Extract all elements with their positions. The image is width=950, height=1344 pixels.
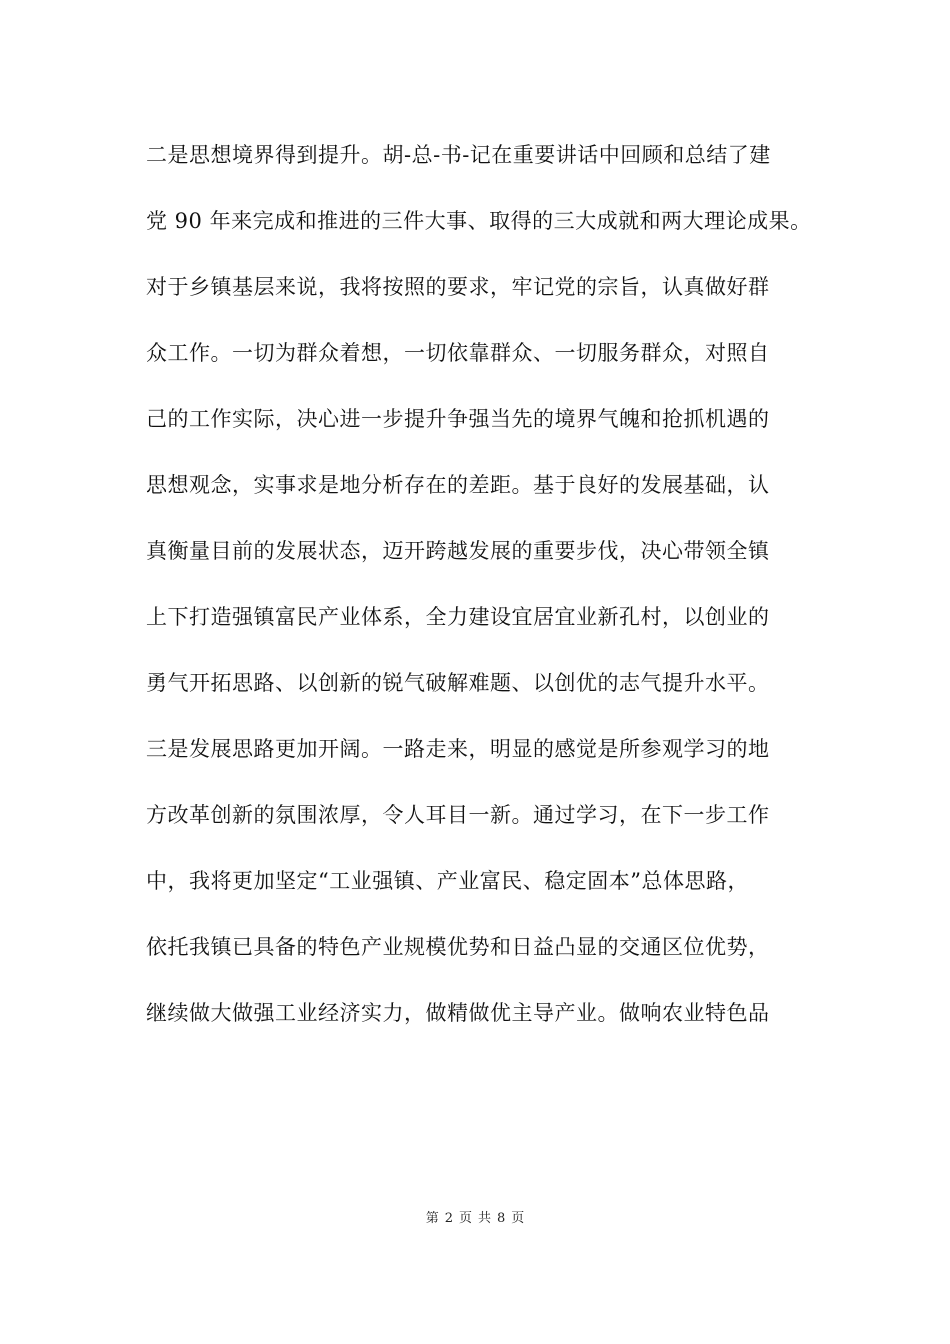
text-line: 三是发展思路更加开阔。一路走来，明显的感觉是所参观学习的地 xyxy=(146,737,770,761)
body-text xyxy=(146,130,846,1054)
footer-total-prefix: 共 xyxy=(478,1211,492,1226)
footer-page-word: 页 xyxy=(458,1211,472,1226)
text-line: 依托我镇已具备的特色产业规模优势和日益凸显的交通区位优势， xyxy=(146,935,770,959)
text-line: 真衡量目前的发展状态，迈开跨越发展的重要步伐，决心带领全镇 xyxy=(146,539,770,563)
text-line: 上下打造强镇富民产业体系，全力建设宜居宜业新孔村，以创业的 xyxy=(146,605,770,629)
text-line: 思想观念，实事求是地分析存在的差距。基于良好的发展基础，认 xyxy=(146,473,770,497)
total-page-number: 8 xyxy=(497,1211,506,1226)
text-line: 众工作。一切为群众着想，一切依靠群众、一切服务群众，对照自 xyxy=(146,341,770,365)
footer-prefix: 第 xyxy=(425,1211,439,1226)
text-line: 方改革创新的氛围浓厚，令人耳目一新。通过学习，在下一步工作 xyxy=(146,803,770,827)
text-line: 己的工作实际，决心进一步提升争强当先的境界气魄和抢抓机遇的 xyxy=(146,407,770,431)
current-page-number: 2 xyxy=(444,1211,453,1226)
footer-suffix: 页 xyxy=(511,1211,525,1226)
text-line: 勇气开拓思路、以创新的锐气破解难题、以创优的志气提升水平。 xyxy=(146,671,770,695)
text-line: 党 90 年来完成和推进的三件大事、取得的三大成就和两大理论成果。 xyxy=(146,209,812,233)
text-line: 继续做大做强工业经济实力，做精做优主导产业。做响农业特色品 xyxy=(146,1001,770,1025)
text-line: 中，我将更加坚定“工业强镇、产业富民、稳定固本”总体思路， xyxy=(146,869,749,893)
page-footer xyxy=(0,1207,950,1226)
text-line: 二是思想境界得到提升。胡-总-书-记在重要讲话中回顾和总结了建 xyxy=(146,143,771,167)
text-line: 对于乡镇基层来说，我将按照的要求，牢记党的宗旨，认真做好群 xyxy=(146,275,770,299)
